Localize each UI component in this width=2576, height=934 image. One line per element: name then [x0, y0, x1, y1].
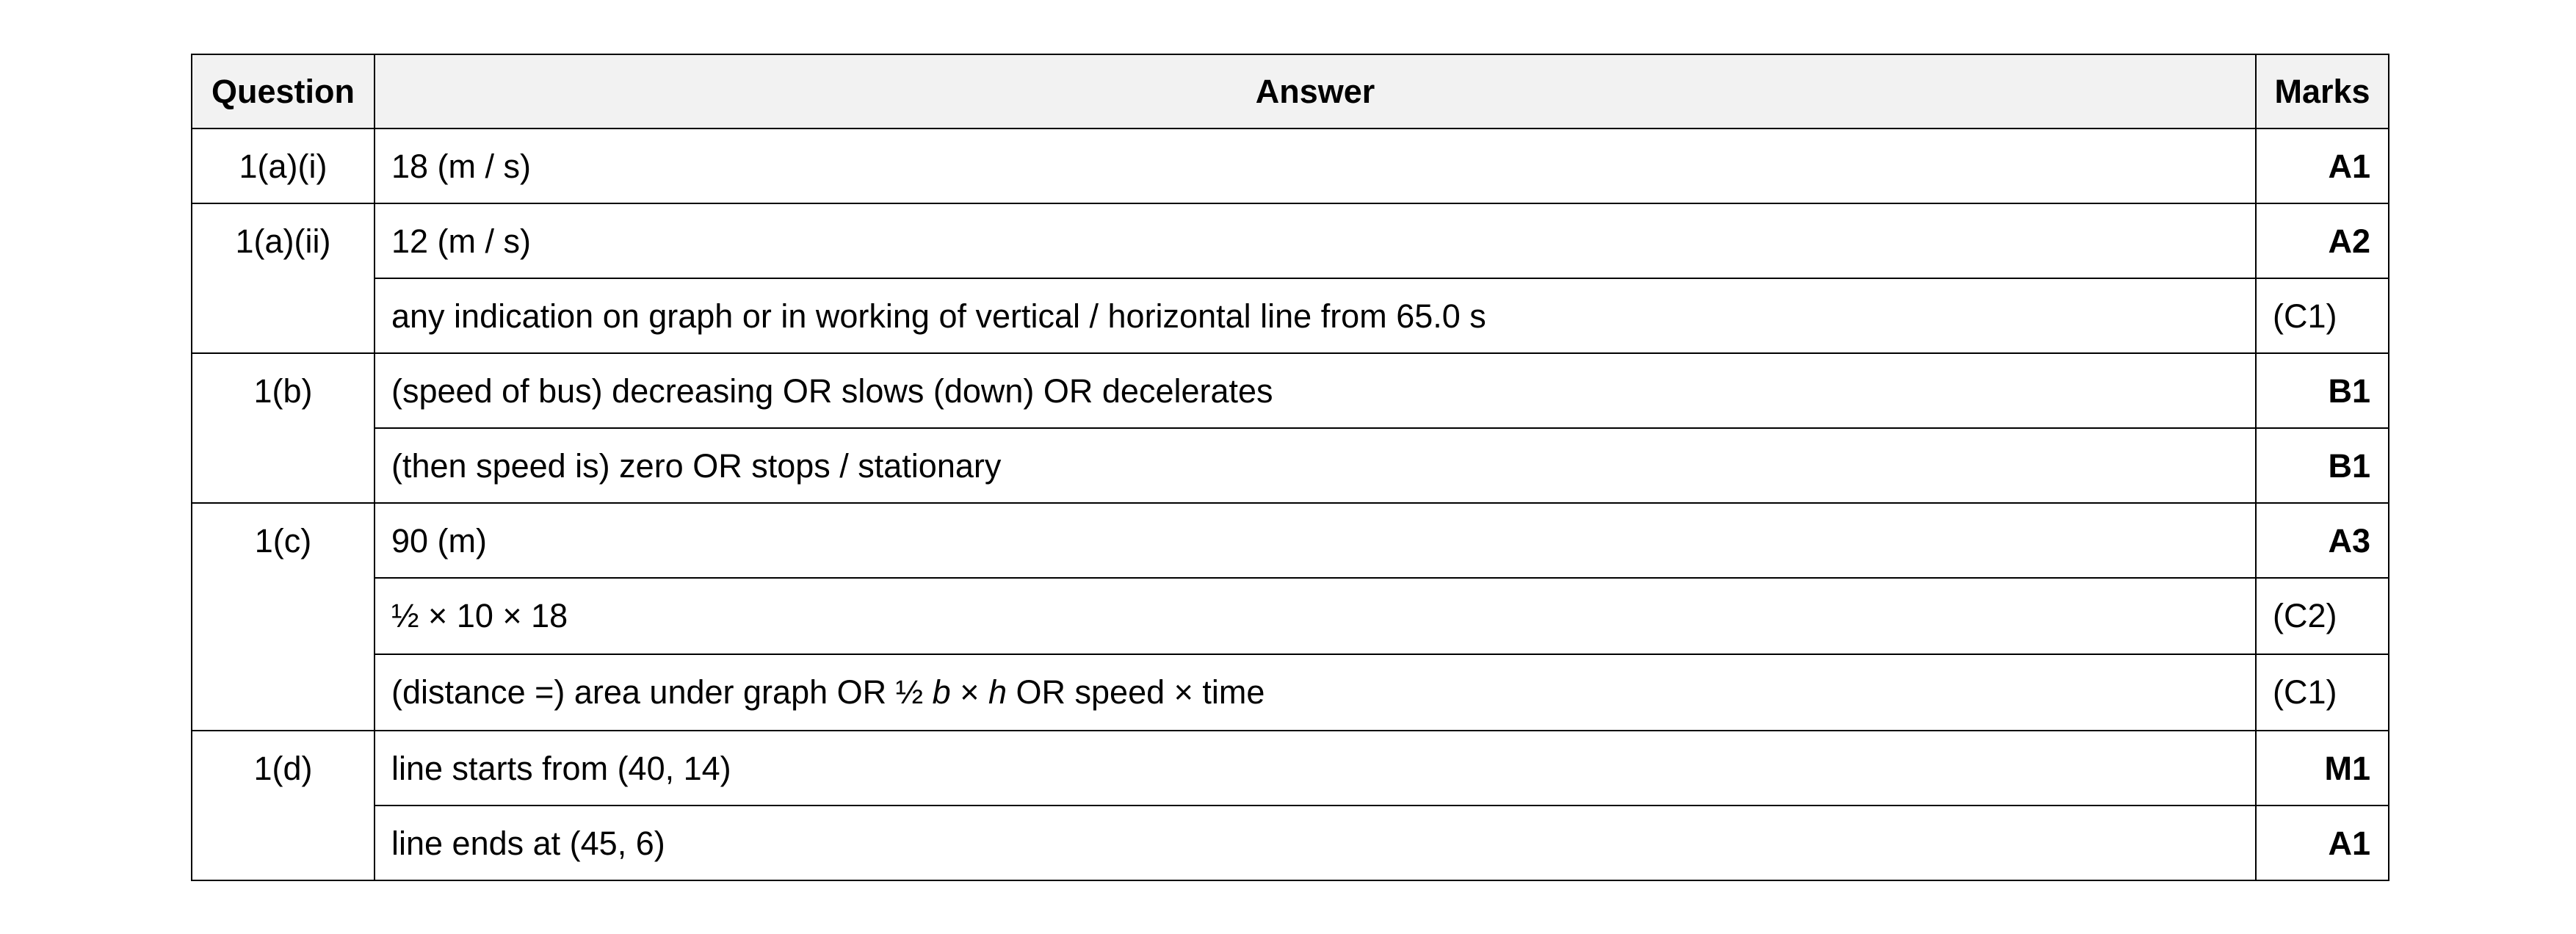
table-row: [192, 654, 2389, 731]
base-variable: b: [932, 673, 951, 711]
marks-cell: A3: [2256, 503, 2389, 578]
mark-scheme-table: [191, 54, 2389, 881]
table-row: [192, 278, 2389, 353]
question-cell: 1(a)(i): [192, 128, 375, 203]
table-row: [192, 428, 2389, 503]
header-answer: Answer: [375, 54, 2256, 128]
marks-cell: A2: [2256, 203, 2389, 278]
marks-cell: B1: [2256, 428, 2389, 503]
question-cell: 1(b): [192, 353, 375, 503]
table-row: [192, 203, 2389, 278]
answer-text: (distance =) area under graph OR ½: [391, 673, 933, 711]
table-row: [192, 128, 2389, 203]
table-row: [192, 578, 2389, 654]
header-row: [192, 54, 2389, 128]
answer-text: OR speed × time: [1007, 673, 1265, 711]
marks-cell: A1: [2256, 128, 2389, 203]
question-cell: 1(a)(ii): [192, 203, 375, 353]
header-question: Question: [192, 54, 375, 128]
table-row: [192, 503, 2389, 578]
marks-cell: M1: [2256, 731, 2389, 806]
answer-cell: (then speed is) zero OR stops / stationary: [375, 428, 2256, 503]
answer-cell: 18 (m / s): [375, 128, 2256, 203]
table-row: [192, 353, 2389, 428]
answer-text: ×: [950, 673, 988, 711]
marks-cell: (C1): [2256, 654, 2389, 731]
answer-cell: line starts from (40, 14): [375, 731, 2256, 806]
answer-cell: 12 (m / s): [375, 203, 2256, 278]
marks-cell: (C1): [2256, 278, 2389, 353]
answer-cell: [375, 654, 2256, 731]
height-variable: h: [988, 673, 1007, 711]
table-row: [192, 806, 2389, 880]
table-row: [192, 731, 2389, 806]
marks-cell: B1: [2256, 353, 2389, 428]
marks-cell: (C2): [2256, 578, 2389, 654]
marks-cell: A1: [2256, 806, 2389, 880]
answer-cell: any indication on graph or in working of vertical / horizontal line from 65.0 s: [375, 278, 2256, 353]
answer-cell: line ends at (45, 6): [375, 806, 2256, 880]
answer-cell: (speed of bus) decreasing OR slows (down) OR decelerates: [375, 353, 2256, 428]
header-marks: Marks: [2256, 54, 2389, 128]
question-cell: 1(d): [192, 731, 375, 880]
answer-cell: 90 (m): [375, 503, 2256, 578]
question-cell: 1(c): [192, 503, 375, 731]
answer-cell: ½ × 10 × 18: [375, 578, 2256, 654]
